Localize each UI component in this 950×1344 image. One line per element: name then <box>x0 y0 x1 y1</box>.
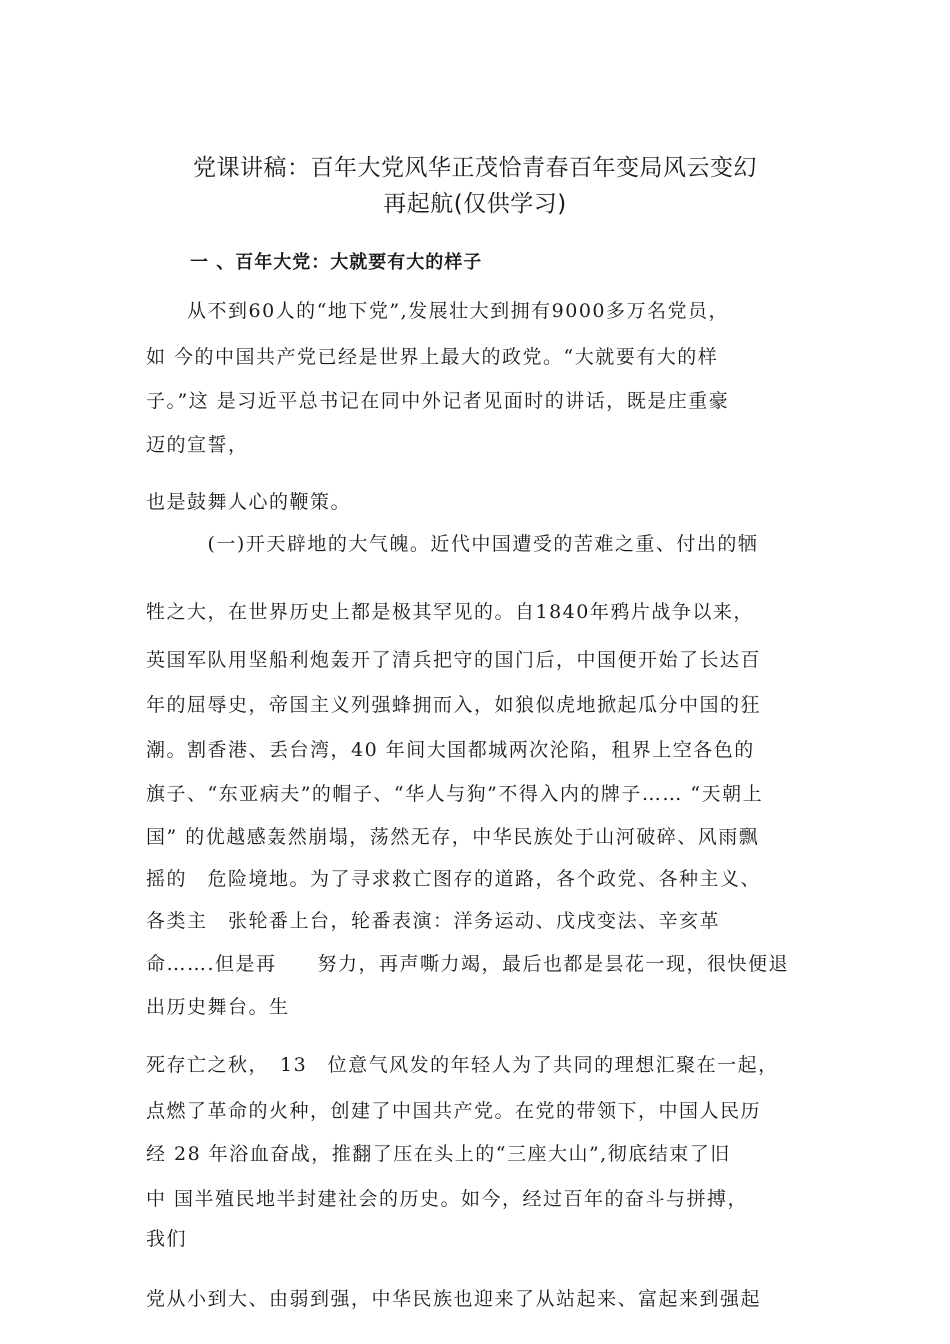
body-line-5: 也是鼓舞人心的鞭策。 <box>146 491 352 513</box>
body-line-10: 潮。割香港、丢台湾，40 年间大国都城两次沦陷，租界上空各色的 <box>146 739 755 761</box>
body-line-12: 国” 的优越感轰然崩塌，荡然无存，中华民族处于山河破碎、风雨飘 <box>146 826 760 848</box>
title-line-1: 党课讲稿：百年大党风华正茂恰青春百年变局风云变幻 <box>193 155 757 181</box>
body-line-17: 死存亡之秋， 13 位意气风发的年轻人为了共同的理想汇聚在一起， <box>146 1054 779 1076</box>
body-line-21: 我们 <box>146 1228 188 1250</box>
body-line-16: 出历史舞台。生 <box>146 996 290 1018</box>
body-line-7: 牲之大，在世界历史上都是极其罕见的。自1840年鸦片战争以来， <box>146 601 754 623</box>
body-line-8: 英国军队用坚船利炮轰开了清兵把守的国门后，中国便开始了长达百 <box>146 649 762 671</box>
body-line-15: 命…….但是再 努力，再声嘶力竭，最后也都是昙花一现，很快便退 <box>146 953 790 975</box>
body-line-6: (一)开天辟地的大气魄。近代中国遭受的苦难之重、付出的牺 <box>146 533 759 555</box>
body-line-20: 中 国半殖民地半封建社会的历史。如今，经过百年的奋斗与拼搏， <box>146 1188 749 1210</box>
body-line-3: 子。”这 是习近平总书记在同中外记者见面时的讲话，既是庄重豪 <box>146 390 730 412</box>
document-title <box>140 150 810 222</box>
body-line-9: 年的屈辱史，帝国主义列强蜂拥而入，如狼似虎地掀起瓜分中国的狂 <box>146 694 762 716</box>
body-line-13: 摇的 危险境地。为了寻求救亡图存的道路，各个政党、各种主义、 <box>146 868 762 890</box>
body-line-14: 各类主 张轮番上台，轮番表演：洋务运动、戊戌变法、辛亥革 <box>146 910 721 932</box>
body-line-2: 如 今的中国共产党已经是世界上最大的政党。“大就要有大的样 <box>146 346 719 368</box>
title-line-2: 再起航(仅供学习) <box>383 191 567 217</box>
body-line-19: 经 28 年浴血奋战，推翻了压在头上的“三座大山”,彻底结束了旧 <box>146 1143 731 1165</box>
section-heading: 一 、百年大党：大就要有大的样子 <box>190 252 483 273</box>
body-line-1: 从不到60人的“地下党”,发展壮大到拥有9000多万名党员， <box>146 300 729 322</box>
body-line-22: 党从小到大、由弱到强，中华民族也迎来了从站起来、富起来到强起 <box>146 1288 762 1310</box>
body-line-11: 旗子、“东亚病夫”的帽子、“华人与狗”不得入内的牌子…… “天朝上 <box>146 783 764 805</box>
body-line-4: 迈的宣誓， <box>146 434 249 456</box>
body-line-18: 点燃了革命的火种，创建了中国共产党。在党的带领下，中国人民历 <box>146 1100 762 1122</box>
